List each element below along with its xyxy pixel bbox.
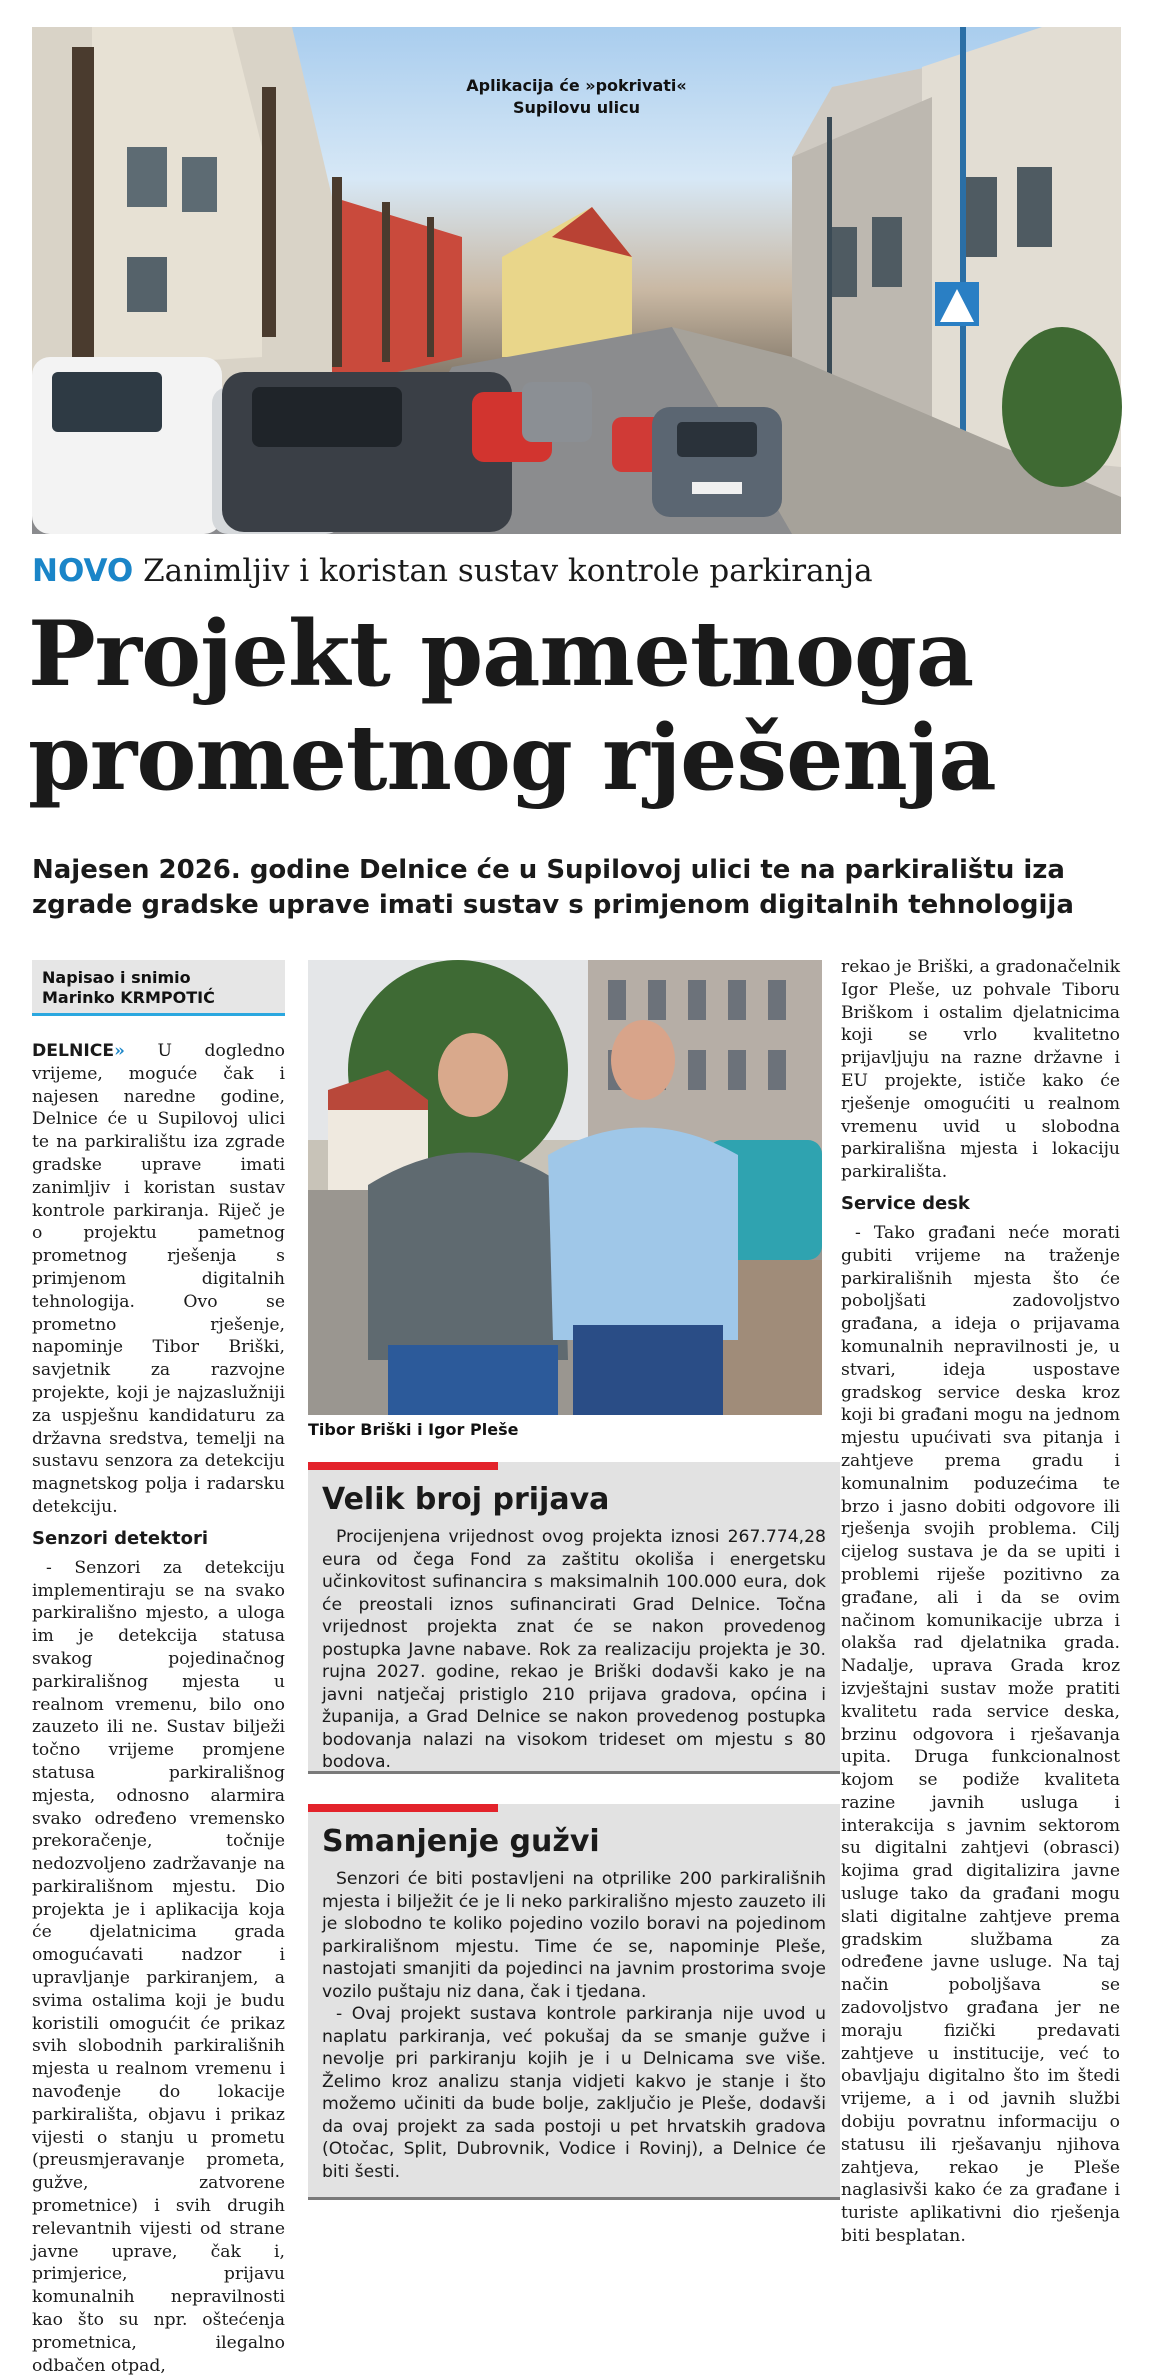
column3-paragraph-1: rekao je Briški, a gradonačelnik Igor Pleše, uz pohvale Tiboru Briškom i ostalim djelatnicima koji se vrlo kvalitetno prijavljuju na razne državne i EU projekte, ističe kako će rješenje omogućiti u realnom vremenu uvid u slobodna parkirališna mjesta i lokaciju parkirališta. (841, 957, 1120, 1183)
column1-paragraph-2: - Senzori za detekciju implementiraju se na svako parkirališno mjesto, a uloga im je detekcija statusa svakog pojedinačnog parkirališnog mjesta u realnom vremenu, bilo ono zauzeto ili ne. Sustav bilježi točno vrijeme promjene statusa parkirališnog mjesta, odnosno alarmira svako određeno vremensko prekoračenje, točnije nedozvoljeno zadržavanje na parkirališnom mjestu. Dio projekta je i aplikacija koja će djelatnicima grada omogućavati nadzor i upravljanje parkiranjem, a svima ostalima koji je budu koristili omogućit će prikaz svih slobodnih parkirališnih mjesta u realnom vremenu i navođenje do lokacije parkirališta, objavu i prikaz vijesti o stanju u prometu (preusmjeravanje prometa, gužve, zatvorene prometnice) i svih drugih relevantnih vijesti od strane javne uprave, čak i, primjerice, prijavu komunalnih nepravilnosti kao što su npr. oštećenja prometnica, ilegalno odbačen otpad, (32, 1557, 285, 2376)
portrait-photo-caption: Tibor Briški i Igor Pleše (308, 1420, 519, 1439)
deck (32, 853, 1122, 923)
subhead-senzori: Senzori detektori (32, 1527, 209, 1549)
street-photo (32, 27, 1121, 534)
box2-paragraph-2: - Ovaj projekt sustava kontrole parkiranja nije uvod u naplatu parkiranja, već pokušaj da se smanje gužve i nevolje pri parkiranju kojih je i u Delnicama sve više. Želimo kroz analizu stanja vidjeti kakvo je stanje i što možemo učiniti da bude bolje, zaključio je Pleše, dodavši da ovaj projekt za sada postoji u pet hrvatskih gradova (Otočac, Split, Dubrovnik, Vodice i Rovinj), a Delnice će biti šesti. (322, 2004, 826, 2182)
article-column-3 (841, 956, 1120, 2247)
headline-line1: Projekt pametnoga (28, 601, 974, 707)
box2-paragraph-1: Senzori će biti postavljeni na otprilike 200 parkirališnih mjesta i bilježit će je li neko parkirališno mjesto zauzeto ili je slobodno te koliko pojedino vozilo boravi na pojedinom parkirališnom mjestu. Time će se, napominje Pleše, nastojati smanjiti da pojedinci na javnim prostorima svoje vozilo puštaju niz dana, čak i tjedana. (322, 1869, 826, 2002)
deck-line2: zgrade gradske uprave imati sustav s primjenom digitalnih tehnologija (32, 890, 1074, 920)
column1-paragraph-1 (32, 1040, 285, 1519)
byline-author: Marinko KRMPOTIĆ (42, 988, 215, 1007)
portrait-photo-illustration (308, 960, 822, 1415)
box-red-accent-bar (308, 1462, 498, 1470)
top-photo-caption-line1: Aplikacija će »pokrivati« (466, 76, 687, 95)
box-velik-broj-prijava (308, 1462, 840, 1774)
headline (28, 602, 1128, 810)
box1-title: Velik broj prijava (322, 1482, 610, 1517)
kicker-text: Zanimljiv i koristan sustav kontrole parkiranja (143, 553, 873, 589)
byline (32, 960, 285, 1016)
box1-text (308, 1526, 840, 1774)
box1-paragraph: Procijenjena vrijednost ovog projekta iznosi 267.774,28 eura od čega Fond za zaštitu okoliša i energetsku učinkovitost sufinancira s maksimalnih 100.000 eura, dok će preostali iznos sufinancirati Grad Delnice. Točna vrijednost projekta znat će se nakon provedenog postupka Javne nabave. Rok za realizaciju projekta je 30. rujna 2027. godine, rekao je Briški dodavši kako je na javni natječaj pristiglo 210 prijava gradova, općina i županija, a Grad Delnice se nakon provedenog postupka bodovanja nalazi na visokom trideset om mjestu s 80 bodova. (322, 1527, 826, 1772)
kicker-label: NOVO (32, 553, 134, 589)
column3-paragraph-2: - Tako građani neće morati gubiti vrijeme na traženje parkirališnih mjesta što će poboljšati zadovoljstvo građana, a ideja o prijavama komunalnih nepravilnosti je, u stvari, ideja uspostave gradskog service deska kroz koji bi građani mogu na jednom mjestu upućivati sva pitanja i zahtjeve prema gradu i komunalnim poduzećima te brzo i jasno dobiti odgovore ili rješenja svojih problema. Cilj cijelog sustava je da se upiti i problemi riješe pozitivno za građane, ali i da se ovim načinom komunikacije ubrza i olakša rad djelatnika grada. Nadalje, uprava Grada kroz izvještajni sustav može pratiti kvalitetu rada service deska, brzinu odgovora i rješavanja upita. Druga funkcionalnost kojom se podiže kvaliteta razine javnih usluga i interakcija s javnim sektorom su digitalni zahtjevi (obrasci) kojima grad digitalizira javne usluge tako da građani mogu slati digitalne zahtjeve prema gradskim službama za određene javne usluge. Na taj način poboljšava se zadovoljstvo građana jer ne moraju fizički predavati zahtjeve u institucije, već to obavljaju digitalno što im štedi vrijeme, a i od javnih službi dobiju povratnu informaciju o statusu ili rješavanju njihova zahtjeva, rekao je Pleše naglasivši kako će za građane i turiste aplikativni dio rješenja biti besplatan. (841, 1222, 1120, 2247)
portrait-photo (308, 960, 822, 1415)
top-photo-caption-line2: Supilovu ulicu (513, 98, 640, 117)
headline-line2: prometnog rješenja (28, 705, 996, 811)
subhead-service-desk: Service desk (841, 1192, 970, 1214)
box-smanjenje-guzvi (308, 1804, 840, 2200)
dateline: DELNICE (32, 1041, 115, 1061)
byline-line1: Napisao i snimio (42, 968, 191, 987)
article-column-1 (32, 1040, 285, 2376)
dateline-arrow-icon: » (114, 1041, 125, 1061)
box2-title: Smanjenje gužvi (322, 1824, 600, 1859)
deck-line1: Najesen 2026. godine Delnice će u Supilovoj ulici te na parkiralištu iza (32, 855, 1065, 885)
kicker (32, 547, 1122, 595)
box-red-accent-bar (308, 1804, 498, 1812)
box2-text (308, 1868, 840, 2183)
top-photo-caption (32, 75, 1121, 119)
column1-p1-text: U dogledno vrijeme, moguće čak i najesen naredne godine, Delnice će u Supilovoj ulici te na parkiralištu iza zgrade gradske uprave imati zanimljiv i koristan sustav kontrole parkiranja. Riječ je o projektu pametnog prometnog rješenja s primjenom digitalnih tehnologija. Ovo se prometno rješenje, napominje Tibor Briški, savjetnik za razvojne projekte, koji je najzaslužniji za uspješnu kandidaturu za državna sredstva, temelji na sustavu senzora za detekciju magnetskog polja i radarsku detekciju. (32, 1041, 285, 1517)
